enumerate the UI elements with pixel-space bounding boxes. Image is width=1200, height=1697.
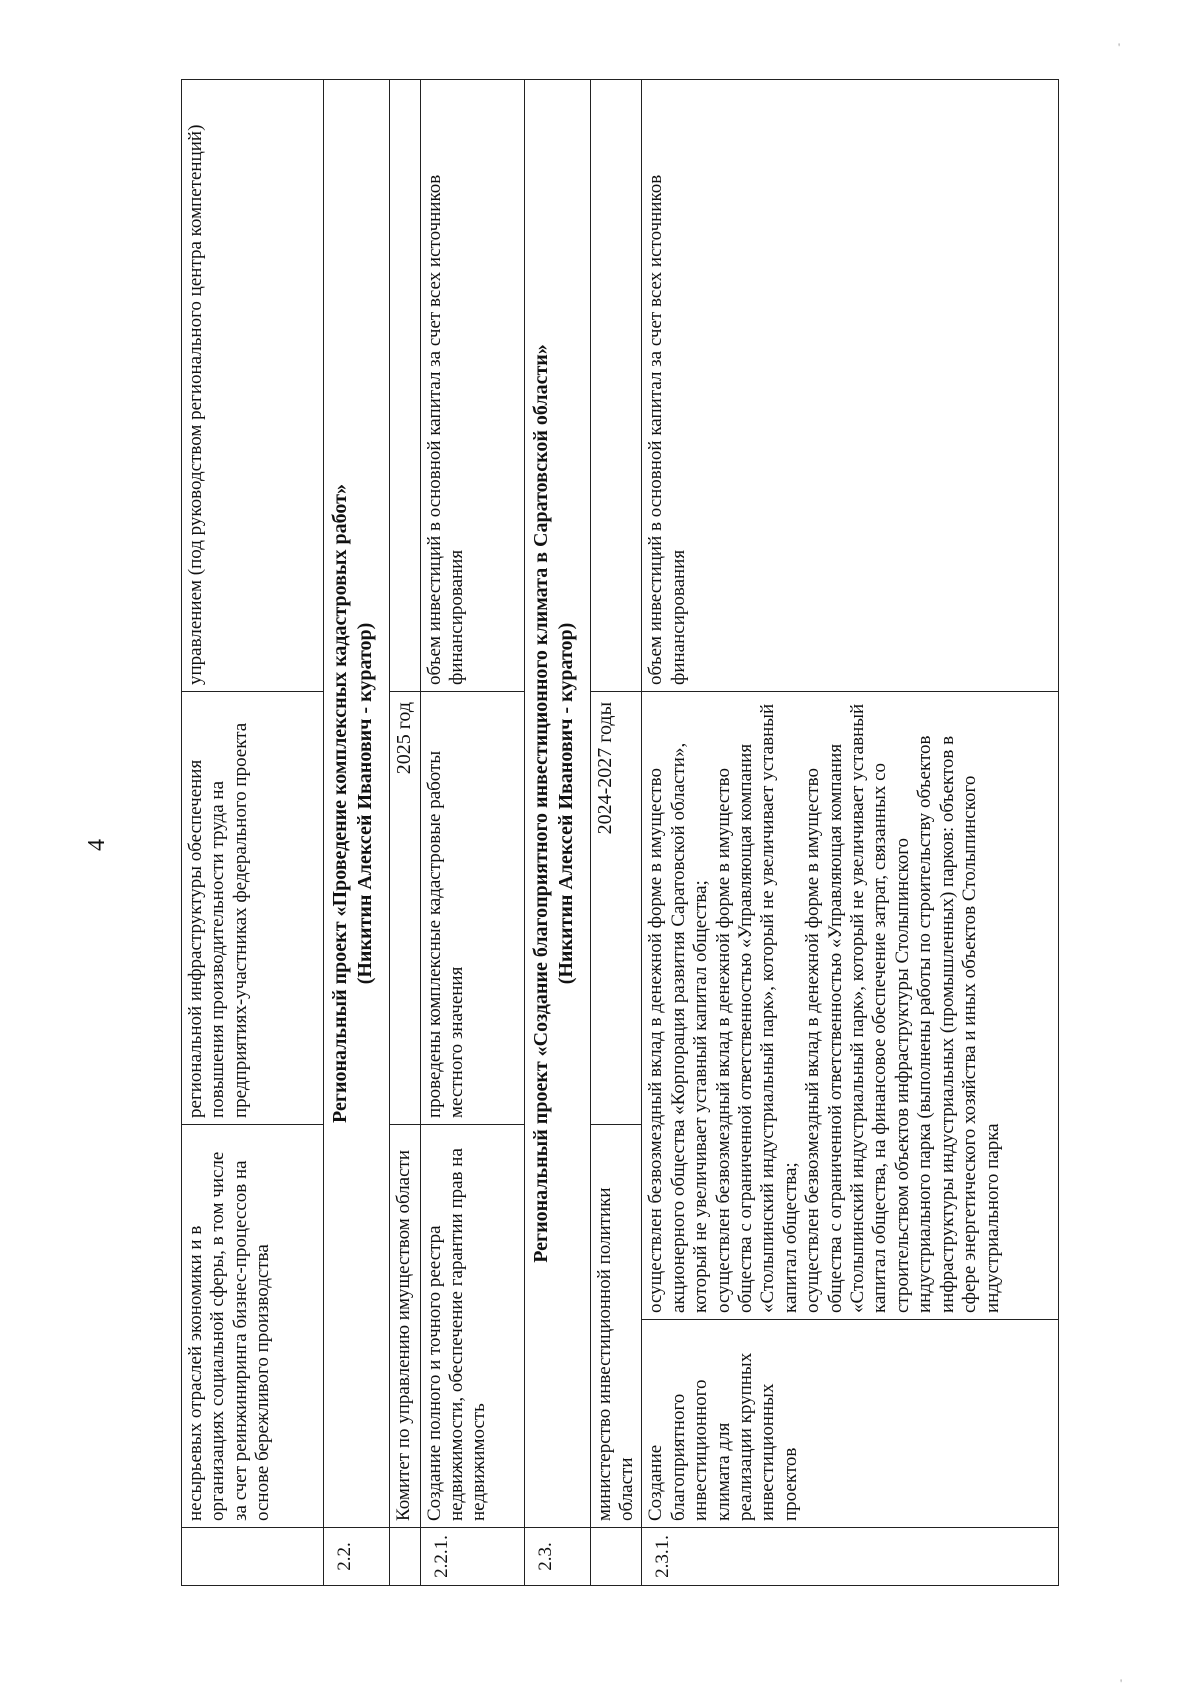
row-number-empty <box>390 1528 421 1586</box>
project-curator: (Никитин Алексей Иванович - куратор) <box>554 622 577 985</box>
project-title-cell <box>324 79 390 1527</box>
project-header-row <box>324 79 390 1585</box>
description-cell: проведены комплексные кадастровые работы местного значения <box>420 691 524 1124</box>
page-number: 4 <box>84 839 110 851</box>
project-number: 2.2. <box>324 1528 390 1586</box>
responsible-body: министерство инвестиционной политики области <box>590 1124 642 1527</box>
project-table <box>181 79 1059 1586</box>
table-row <box>420 79 524 1585</box>
indicator-cell: объем инвестиций в основной капитал за счет всех источников финансирования <box>420 79 524 691</box>
scan-speck: ' <box>1120 1676 1123 1690</box>
indicator-cell: управлением (под руководством регионального центра компетенций) <box>182 79 324 691</box>
project-period: 2025 год <box>390 691 421 1124</box>
row-number: 2.2.1. <box>420 1528 524 1586</box>
description-line: осуществлен безвозмездный вклад в денежной форме в имущество акционерного общества «Корпорация развития Саратовской области», который не увеличивает уставный капитал общества; <box>645 742 712 1313</box>
task-cell: Создание благоприятного инвестиционного климата для реализации крупных инвестиционных проектов <box>642 1320 1059 1528</box>
table-row <box>642 79 1059 1585</box>
row-number-empty <box>182 1528 324 1586</box>
task-cell: Создание полного и точного реестра недвижимости, обеспечение гарантии прав на недвижимость <box>420 1124 524 1527</box>
project-period: 2024-2027 годы <box>590 691 642 1124</box>
empty-cell <box>590 79 642 691</box>
empty-cell <box>390 79 421 691</box>
responsible-body: Комитет по управлению имуществом области <box>390 1124 421 1527</box>
description-cell: региональной инфраструктуры обеспечения повышения производительности труда на предприятиях-участниках федерального проекта <box>182 691 324 1124</box>
project-header-row <box>524 79 590 1585</box>
scan-speck: ' <box>1118 40 1121 54</box>
description-line: осуществлен безвозмездный вклад в денежной форме в имущество общества с ограниченной ответственностью «Управляющая компания «Столыпинский индустриальный парк», который не увеличивает уставный капитал общества; <box>712 703 801 1313</box>
project-title: Региональный проект «Проведение комплексных кадастровых работ» <box>329 484 351 1123</box>
responsible-row <box>390 79 421 1585</box>
project-title-cell <box>524 79 590 1527</box>
project-number: 2.3. <box>524 1528 590 1586</box>
responsible-row <box>590 79 642 1585</box>
task-cell: несырьевых отраслей экономики и в организациях социальной сферы, в том числе за счет реинжиниринга бизнес-процессов на основе бережливого производства <box>182 1124 324 1527</box>
continued-row <box>182 79 324 1585</box>
description-cell <box>642 691 1059 1319</box>
project-title: Региональный проект «Создание благоприятного инвестиционного климата в Саратовской области» <box>529 344 552 1263</box>
description-line: осуществлен безвозмездный вклад в денежной форме в имущество общества с ограниченной ответственностью «Управляющая компания «Столыпинский индустриальный парк», который не увеличивает уставный капитал общества, на финансовое обеспечение затрат, связанных со строительством объектов инфраструктуры Столыпинского индустриального парка (выполнены работы по строительству объектов инфраструктуры индустриальных (промышленных) парков: объектов в сфере энергетического хозяйства и иных объектов Столыпинского индустриального парка <box>802 703 1003 1313</box>
indicator-cell: объем инвестиций в основной капитал за счет всех источников финансирования <box>642 79 1059 691</box>
project-curator: (Никитин Алексей Иванович - куратор) <box>354 622 376 985</box>
rotated-table-wrapper <box>181 80 1059 1586</box>
row-number-empty <box>590 1528 642 1586</box>
row-number: 2.3.1. <box>642 1528 1059 1586</box>
